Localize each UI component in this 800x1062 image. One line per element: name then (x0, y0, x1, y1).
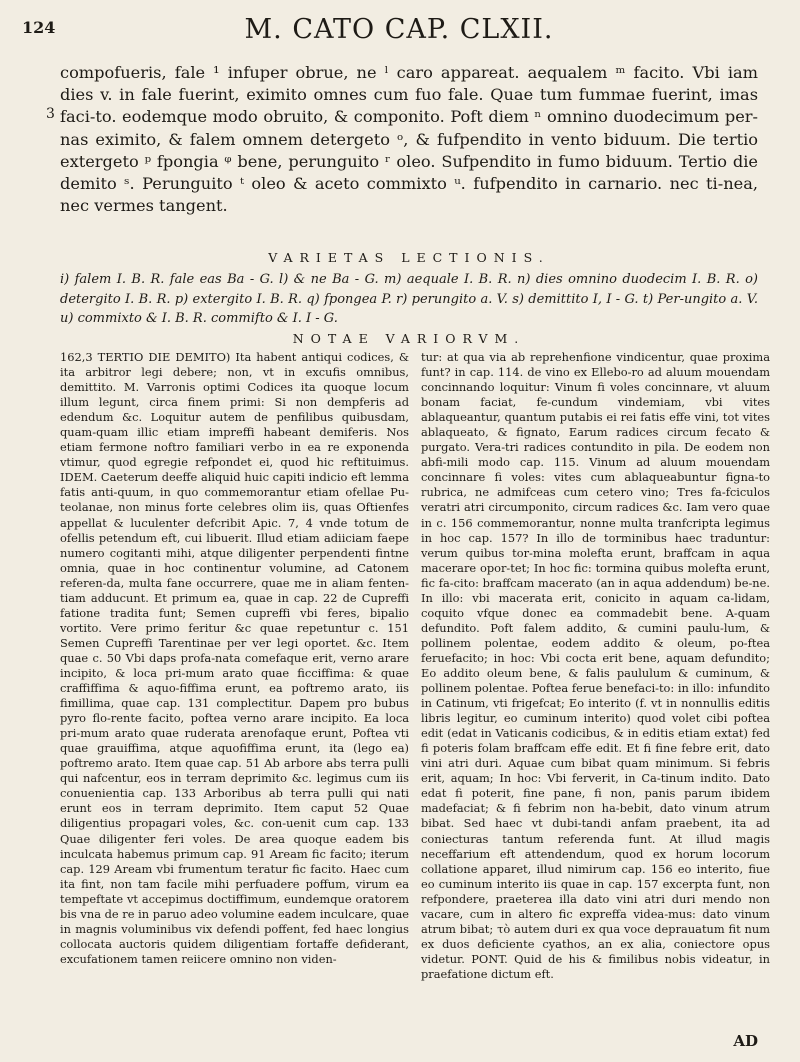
variants-heading: VARIETAS LECTIONIS. (268, 250, 550, 265)
page-header (22, 12, 776, 48)
notes-right-column (421, 350, 770, 1055)
running-head: M. CATO CAP. CLXII. (244, 14, 554, 45)
main-paragraph: compofueris, fale ¹ infuper obrue, ne ˡ caro appareat. aequalem ᵐ facito. Vbi iam dies v. in fale fuerint, eximito omnes cum fuo fale. Quae tum fummae fuerint, imas faci-to. eodemque modo obruito, & componito. Poft diem ⁿ omnino duodecimum per-nas eximito, & falem omnem detergeto ᵒ, & fufpendito in vento biduum. Die tertio extergeto ᵖ fpongia ᵠ bene, perunguito ʳ oleo. Sufpendito in fumo biduum. Tertio die demito ˢ. Perunguito ᵗ oleo & aceto commixto ᵘ. fufpendito in carnario. nec ti-nea, nec vermes tangent. (60, 63, 758, 216)
line-marker: 3 (46, 106, 55, 122)
notes-right-text: tur: at qua via ab reprehenfione vindicentur, quae proxima funt? in cap. 114. de vino ex Ellebo-ro ad aluum mouendam concinnando loquitur: Vinum fi voles concinnare, vt aluum bonam faciat, fe-cundum vindemiam, vbi vites ablaqueantur, quantum putabis ei rei fatis effe vini, tot vites ablaqueato, & fignato, Earum radices circum fecato & purgato. Vera-tri radices contundito in pila. De eodem non abfi-mili modo cap. 115. Vinum ad aluum mouendam concinnare fi voles: vites cum ablaqueabuntur figna-to rubrica, ne admifceas cum cetero vino; Tres fa-fciculos veratri atri circumponito, circum radices &c. Iam vero quae in c. 156 commemorantur, nonne multa tranfcripta legimus in hoc cap. 157? In illo de torminibus haec traduntur: verum quibus tor-mina molefta erunt, braffcam in aqua macerare opor-tet; In hoc fic: tormina quibus molefta erunt, fic fa-cito: braffcam macerato (an in aqua addendum) be-ne. In illo: vbi macerata erit, conicito in aquam ca-lidam, coquito vfque donec ea commadebit bene. A-quam defundito. Poft falem addito, & cumini paulu-lum, & pollinem polentae, eodem addito & oleum, po-ftea feruefacito; in hoc: Vbi cocta erit bene, aquam defundito; Eo addito oleum bene, & falis paululum & cuminum, & pollinem polentae. Poftea ferue benefaci-to: in illo: infundito in Catinum, vti frigefcat; Eo interito (f. vt in nonnullis editis libris legitur, eo cuminum interito) quod volet cibi poftea edit (edat in Vaticanis codicibus, & in editis etiam extat) fed fi poteris folam braffcam effe edit. Et fi fine febre erit, dato vini atri duri. Aquae cum bibat quam minimum. Si febris erit, aquam; In hoc: Vbi ferverit, in Ca-tinum indito. Dato edat fi poterit, fine pane, fi non, panis parum ibidem madefaciat; & fi febrim non ha-bebit, dato vinum atrum bibat. Sed haec vt dubi-tandi anfam praebent, ita ad coniecturas tantum referenda funt. At illud magis neceffarium eft attendendum, quod ex horum locorum collatione apparet, illud nimirum cap. 156 eo interito, fiue eo cuminum interito iis quae in cap. 157 excerpta funt, non refpondere, praeterea illa dato vini atri duri mendo non vacare, cum in altero fic expreffa videa-mus: dato vinum atrum bibat; τὸ autem duri ex qua voce deprauatum fit num ex duos deficiente cyathos, an ex alia, coniectore opus videtur. PONT. Quid de his & fimilibus nobis videatur, in praefatione dictum eft. (421, 350, 770, 981)
notes-heading: NOTAE VARIORVM. (292, 331, 526, 346)
catchword: AD (733, 1032, 758, 1050)
page-number: 124 (22, 18, 56, 37)
notes-left-column (60, 350, 409, 1055)
main-text (60, 62, 758, 217)
variant-readings: i) falem I. B. R. fale eas Ba - G. l) & ne Ba - G. m) aequale I. B. R. n) dies omnino duodecim I. B. R. o) detergito I. B. R. p) extergito I. B. R. q) fpongea P. r) perungito a. V. s) demittito I, I - G. t) Per-ungito a. V. u) commixto & I. B. R. commifto & I. I - G. (60, 272, 758, 326)
notes-left-text: 162,3 TERTIO DIE DEMITO) Ita habent antiqui codices, & ita arbitror legi debere; non, vt in excufis omnibus, demittito. M. Varronis optimi Codices ita quoque locum illum legunt, circa finem primi: Si non dempferis ad edendum &c. Loquitur autem de penfilibus quibusdam, quam-quam illic etiam impreffi habeant demiferis. Nos etiam fermone noftro familiari verbo in ea re exponenda vtimur, quod egregie refpondet ei, quod hic reftituimus. IDEM. Caeterum deeffe aliquid huic capiti indicio eft lemma fatis anti-quum, in quo commemorantur etiam ofellae Pu-teolanae, non minus forte celebres olim iis, quas Oftienfes appellat & luculenter defcribit Apic. 7, 4 vnde totum de ofellis petendum eft, cui libuerit. Illud etiam adiiciam faepe numero cogitanti mihi, atque diligenter perpendenti fintne omnia, quae in hoc continentur volumine, ad Catonem referen-da, multa fane occurrere, quae me in aliam fenten-tiam adducunt. Et primum ea, quae in cap. 22 de Cupreffi fatione tradita funt; Semen cupreffi vbi feres, bipalio vortito. Vere primo feritur &c quae repetuntur c. 151 Semen Cupreffi Tarentinae per ver legi oportet. &c. Item quae c. 50 Vbi daps profa-nata comefaque erit, verno arare incipito, & loca pri-mum arato quae ficciffima: & quae craffiffima & aquo-fiffima erunt, ea poftremo arato, iis fimillima, quae cap. 131 complectitur. Dapem pro bubus pyro flo-rente facito, poftea verno arare incipito. Ea loca pri-mum arato quae ruderata arenofaque erunt, Poftea vti quae grauiffima, atque aquofiffima erunt, ita (lego ea) poftremo arato. Item quae cap. 51 Ab arbore abs terra pulli qui nafcentur, eos in terram deprimito &c. legimus cum iis conuenientia cap. 133 Arboribus ab terra pulli qui nati erunt eos in terram deprimito. Item caput 52 Quae diligentius propagari voles, &c. con-uenit cum cap. 133 Quae diligenter feri voles. De area quoque eadem bis inculcata habemus primum cap. 91 Aream fic facito; iterum cap. 129 Aream vbi frumentum teratur fic facito. Haec cum ita fint, non tam facile mihi perfuadere poffum, virum ea tempeftate vt accepimus doctiffimum, eundemque oratorem bis vna de re in paruo adeo volumine eadem inculcare, quae in magnis voluminibus vix defendi poffent, fed haec longius collocata auctoris quidem diligentiam fortaffe defiderant, excufationem tamen reiicere omnino non viden- (60, 350, 409, 966)
notes-columns (60, 350, 770, 1055)
